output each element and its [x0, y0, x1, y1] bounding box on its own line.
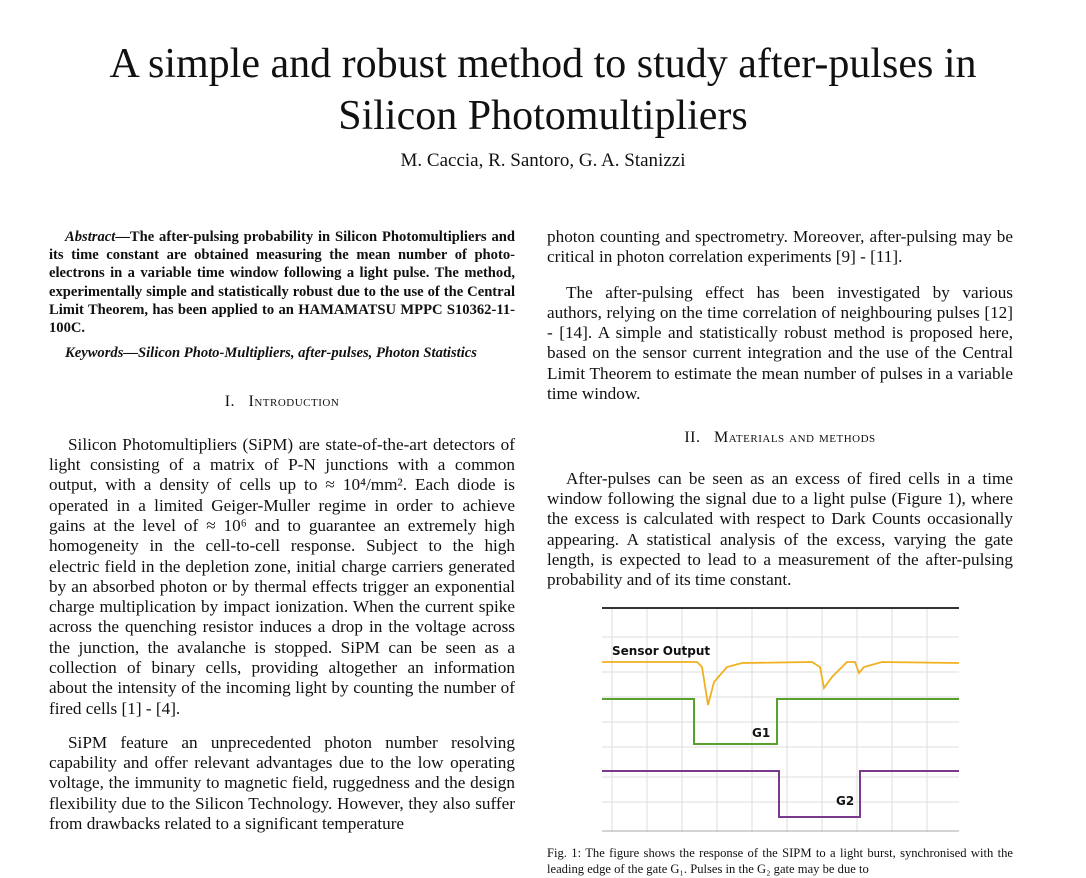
authors: M. Caccia, R. Santoro, G. A. Stanizzi	[400, 150, 686, 171]
title-line-2: Silicon Photomultipliers	[338, 93, 748, 139]
abstract-text: —The after-pulsing probability in Silicon Photomultipliers and its time constant are obtained measuring the mean number of photo-electrons in a variable time window following a light pulse. The method, experimentally simple and statistically robust due to the use of the Central Limit Theorem, has been applied to an HAMAMATSU MPPC S10362-11-100C.	[49, 229, 515, 337]
keywords-text: —Silicon Photo-Multipliers, after-pulses, Photon Statistics	[123, 345, 477, 362]
section-number: I.	[224, 393, 236, 411]
figure-oscilloscope	[602, 607, 959, 832]
paper-title	[0, 38, 1086, 142]
section-heading-1	[49, 392, 515, 412]
section-number: II.	[684, 429, 701, 447]
title-line-1: A simple and robust method to study after-pulses in	[109, 41, 977, 87]
figure-caption: Fig. 1: The figure shows the response of the SIPM to a light burst, synchronised with the leading edge of the gate G₁. Pulses in the G₂ gate may be due to	[547, 846, 1013, 876]
section-heading-2	[547, 428, 1013, 448]
g2-label: G2	[836, 794, 855, 808]
right-column	[547, 227, 1013, 590]
section-title: Introduction	[248, 393, 340, 411]
left-column	[49, 228, 515, 834]
abstract-label: Abstract	[65, 229, 116, 245]
methods-paragraph-1: After-pulses can be seen as an excess of fired cells in a time window following the signal due to a light pulse (Figure 1), where the excess is calculated with respect to Dark Counts occasionally appearing. A statistical analysis of the excess, varying the gate length, is expected to lead to a measurement of the after-pulsing probability and of its time constant.	[547, 468, 1013, 590]
sensor-output-label: Sensor Output	[612, 644, 711, 658]
abstract	[49, 228, 515, 337]
intro-paragraph-2: SiPM feature an unprecedented photon number resolving capability and offer relevant advantages due to the low operating voltage, the immunity to magnetic field, ruggedness and the design flexibility due to the Silicon Technology. However, they also suffer from drawbacks related to a significant temperature	[49, 732, 515, 834]
right-paragraph-2: The after-pulsing effect has been investigated by various authors, relying on the time correlation of neighbouring pulses [12] - [14]. A simple and statistically robust method is proposed here, based on the sensor current integration and the use of the Central Limit Theorem to estimate the mean number of pulses in a variable time window.	[547, 282, 1013, 404]
right-paragraph-1: photon counting and spectrometry. Moreover, after-pulsing may be critical in photon correlation experiments [9] - [11].	[547, 227, 1013, 267]
intro-paragraph-1: Silicon Photomultipliers (SiPM) are state-of-the-art detectors of light consisting of a matrix of P-N junctions with a common output, with a density of cells up to ≈ 10⁴/mm². Each diode is operated in a limited Geiger-Muller regime in order to achieve gains at the level of ≈ 10⁶ and to guarantee an extremely high homogeneity in the cell-to-cell response. Subject to the high electric field in the depletion zone, initial charge carriers generated by an absorbed photon or by thermal effects trigger an exponential charge multiplication by impact ionization. When the current spike across the quenching resistor induces a drop in the voltage across the junction, the avalanche is stopped. SiPM can be seen as a collection of binary cells, providing altogether an information about the intensity of the incoming light by counting the number of fired cells [1] - [4].	[49, 434, 515, 718]
keywords	[49, 344, 515, 362]
figure-background	[602, 607, 959, 832]
keywords-label: Keywords	[65, 345, 124, 362]
g1-label: G1	[752, 726, 771, 740]
section-title: Materials and methods	[713, 429, 876, 447]
